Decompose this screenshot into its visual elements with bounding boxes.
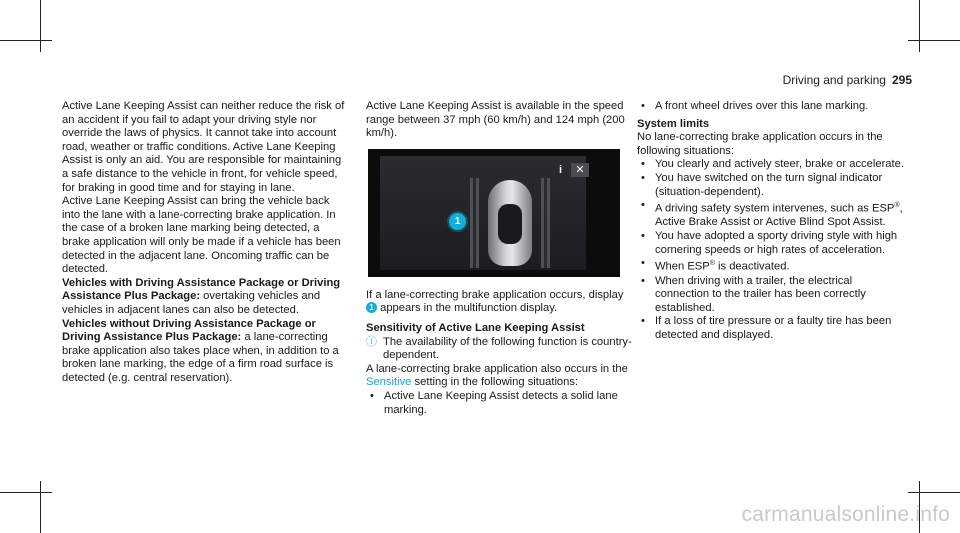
paragraph-text: setting in the following situations: [411, 376, 579, 389]
list-item [366, 390, 634, 417]
car-icon [488, 180, 532, 266]
multifunction-display-figure [368, 149, 620, 277]
list-item [637, 230, 907, 257]
paragraph [366, 363, 634, 390]
paragraph-text: appears in the multifunction display. [377, 302, 558, 315]
bullet-mark: • [641, 100, 645, 112]
list-item [637, 172, 907, 199]
page-header [783, 73, 912, 87]
callout-marker: 1 [449, 213, 466, 230]
bullet-mark: • [370, 389, 374, 402]
list-item [637, 158, 907, 172]
column-left [62, 100, 345, 385]
list-item-text: A driving safety system intervenes, such as ESP®, Active Brake Assist or Active Blind Spot Assist. [655, 202, 903, 229]
crop-mark [40, 0, 41, 52]
info-note-icon: ⓘ [366, 335, 377, 348]
list-item-text: When driving with a trailer, the electrical connection to the trailer has been correctly established. [655, 274, 866, 314]
crop-mark [0, 40, 52, 41]
bullet-mark: • [641, 315, 645, 328]
list-item-text: When ESP® is deactivated. [655, 260, 790, 273]
list-item [637, 199, 907, 230]
display-screen [380, 156, 586, 270]
list-item [637, 100, 907, 114]
callout-number: 1 [366, 302, 377, 313]
list-item-text: You have switched on the turn signal indicator (situation-dependent). [655, 171, 883, 198]
paragraph [62, 318, 345, 386]
bullet-mark: • [641, 230, 645, 243]
list-item-text: A front wheel drives over this lane marking. [655, 100, 869, 112]
close-icon[interactable]: ✕ [571, 163, 589, 177]
crop-mark [908, 492, 960, 493]
paragraph-text: a lane-correcting brake application also takes place when, in addition to a broken lane marking, the edge of a firm road surface is detected (e.g. central reservation). [62, 331, 339, 384]
bullet-mark: • [641, 257, 645, 270]
paragraph-text: A lane-correcting brake application also occurs in the [366, 362, 628, 375]
crop-mark [919, 0, 920, 52]
bullet-mark: • [641, 158, 645, 171]
section-heading: System limits [637, 117, 710, 130]
bullet-mark: • [641, 274, 645, 287]
note [366, 336, 634, 363]
list-item [637, 257, 907, 274]
bullet-mark: • [641, 199, 645, 212]
note-text: The availability of the following function is country-dependent. [383, 335, 632, 362]
crop-mark [908, 40, 960, 41]
subheading: Vehicles without Driving Assistance Package or Driving Assistance Plus Package: [62, 317, 316, 344]
paragraph-text: If a lane-correcting brake application occurs, display [366, 288, 624, 301]
paragraph [62, 277, 345, 318]
list-item-text: Active Lane Keeping Assist detects a solid lane marking. [384, 389, 618, 416]
paragraph: Active Lane Keeping Assist can neither reduce the risk of an accident if you fail to adapt your driving style nor override the laws of physics. It cannot take into account road, weather or traffic conditions. Active Lane Keeping Assist is only an aid. You are responsible for maintaining a safe distance to the vehicle in front, for vehicle speed, for braking in good time and for staying in lane. [62, 100, 345, 194]
column-middle [366, 100, 634, 417]
section-heading: Sensitivity of Active Lane Keeping Assist [366, 321, 585, 334]
setting-link[interactable]: Sensitive [366, 376, 412, 389]
section-title: Driving and parking [782, 73, 886, 87]
info-icon[interactable]: i [558, 163, 563, 176]
paragraph-text: overtaking vehicles and vehicles in adjacent lanes can also be detected. [62, 290, 321, 316]
bullet-mark: • [641, 171, 645, 184]
paragraph: No lane-correcting brake application occurs in the following situations: [637, 131, 883, 157]
column-right [637, 100, 907, 343]
crop-mark [0, 492, 52, 493]
page-number: 295 [891, 73, 912, 87]
paragraph: Active Lane Keeping Assist is available in the speed range between 37 mph (60 km/h) and 124 mph (200 km/h). [366, 100, 625, 140]
list-item [637, 315, 907, 342]
crop-mark [40, 481, 41, 533]
list-item [637, 275, 907, 316]
list-item-text: You have adopted a sporty driving style with high cornering speeds or high rates of acceleration. [655, 230, 898, 256]
watermark: carmanualsonline.info [741, 503, 950, 526]
paragraph [366, 289, 634, 316]
subheading: Vehicles with Driving Assistance Package or Driving Assistance Plus Package: [62, 276, 341, 303]
list-item-text: If a loss of tire pressure or a faulty tire has been detected and displayed. [655, 315, 892, 341]
list-item-text: You clearly and actively steer, brake or accelerate. [655, 158, 904, 171]
paragraph: Active Lane Keeping Assist can bring the vehicle back into the lane with a lane-correcting brake application. In the case of a broken lane marking being detected, a brake application will only be made if a vehicle has been detected in the adjacent lane. Oncoming traffic can be detected. [62, 195, 341, 276]
